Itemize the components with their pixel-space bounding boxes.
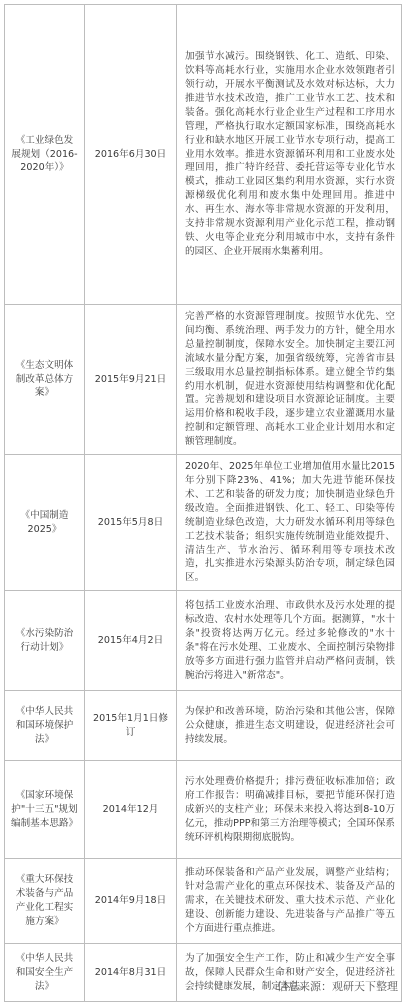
policy-table xyxy=(4,4,402,1002)
policy-name: 《中国制造2025》 xyxy=(5,455,85,591)
policy-content: 为保护和改善环境，防治污染和其他公害，保障公众健康，推进生态文明建设，促进经济社会可持续发展。 xyxy=(177,691,402,761)
issue-date: 2016年6月30日 xyxy=(85,5,177,305)
issue-date: 2015年9月21日 xyxy=(85,305,177,455)
table-row xyxy=(5,455,402,591)
issue-date: 2014年8月31日 xyxy=(85,944,177,1002)
table-row xyxy=(5,859,402,944)
table-row xyxy=(5,5,402,305)
source-note: 信息来源：观研天下整理 xyxy=(277,980,398,993)
policy-content: 将包括工业废水治理、市政供水及污水处理的提标改造、农村水处理等几个方面。据测算，"水十条"投资将达两万亿元。经过多轮修改的"水十条"将在污水处理、工业废水、全面控制污染物排放等多方面进行强力监管并启动严格问责制，铁腕治污将进入"新常态"。 xyxy=(177,591,402,691)
policy-name: 《水污染防治行动计划》 xyxy=(5,591,85,691)
issue-date: 2015年5月8日 xyxy=(85,455,177,591)
issue-date: 2014年9月18日 xyxy=(85,859,177,944)
issue-date: 2015年4月2日 xyxy=(85,591,177,691)
table-row xyxy=(5,591,402,691)
policy-content: 完善严格的水资源管理制度。按照节水优先、空间均衡、系统治理、两手发力的方针，健全用水总量控制制度，保障水安全。加快制定主要江河流域水量分配方案，加强省级统筹，完善省市县三级取用水总量控制指标体系。建立健全节约集约用水机制，促进水资源使用结构调整和优化配置。完善规划和建设项目水资源论证制度。主要运用价格和税收手段，逐步建立农业灌溉用水量控制和定额管理、高耗水工业企业计划用水和定额管理制度。 xyxy=(177,305,402,455)
table-row xyxy=(5,691,402,761)
policy-name: 《中华人民共和国环境保护法》 xyxy=(5,691,85,761)
policy-name: 《中华人民共和国安全生产法》 xyxy=(5,944,85,1002)
policy-name: 《生态文明体制改革总体方案》 xyxy=(5,305,85,455)
policy-name: 《重大环保技术装备与产品产业化工程实施方案》 xyxy=(5,859,85,944)
table-row xyxy=(5,305,402,455)
policy-content: 推动环保装备和产品产业发展，调整产业结构；针对急需产业化的重点环保技术、装备及产品的需求，在关键技术研发、重大技术示范、产业化建设、创新能力建设、先进装备与产品推广等五个方面进行重点推进。 xyxy=(177,859,402,944)
policy-name: 《工业绿色发展规划（2016-2020年）》 xyxy=(5,5,85,305)
issue-date: 2014年12月 xyxy=(85,761,177,859)
table-row xyxy=(5,761,402,859)
policy-content: 污水处理费价格提升；排污费征收标准加倍；政府工作报告：明确减排目标，要把节能环保打造成新兴的支柱产业；环保未来投入将达到8-10万亿元，推动PPP和第三方治理等模式；全国环保系统环评机构限期彻底脱钩。 xyxy=(177,761,402,859)
issue-date: 2015年1月1日修订 xyxy=(85,691,177,761)
policy-content: 为了加强安全生产工作，防止和减少生产安全事故，保障人民群众生命和财产安全，促进经济社会持续健康发展，制定本法。 xyxy=(177,944,402,1002)
policy-name: 《国家环境保护"十三五"规划编制基本思路》 xyxy=(5,761,85,859)
policy-content: 2020年、2025年单位工业增加值用水量比2015年分别下降23%、41%；加大先进节能环保技术、工艺和装备的研发力度；加快制造业绿色升级改造。全面推进钢铁、化工、轻工、印染等传统制造业绿色改造，大力研发水循环利用等绿色工艺技术装备；组织实施传统制造业能效提升、清洁生产、节水治污、循环利用等专项技术改造，扎实推进水污染源头防治专项，制定绿色园区。 xyxy=(177,455,402,591)
policy-content: 加强节水减污。围绕钢铁、化工、造纸、印染、饮料等高耗水行业，实施用水企业水效领跑者引领行动，开展水平衡测试及水效对标达标，大力推进节水技术改造，推广工业节水工艺、技术和装备。强化高耗水行业企业生产过程和工序用水管理，严格执行取水定额国家标准，围绕高耗水行业和缺水地区开展工业节水专项行动，提高工业用水效率。推进水资源循环利用和工业废水处理回用，推广特许经营、委托营运等专业化节水模式，推动工业园区集约利用水资源，实行水资源梯级优化利用和废水集中处理回用。推进中水、再生水、海水等非常规水资源的开发利用，支持非常规水资源利用产业化示范工程，推动钢铁、火电等企业充分利用城市中水，支持有条件的园区、企业开展雨水集蓄利用。 xyxy=(177,5,402,305)
